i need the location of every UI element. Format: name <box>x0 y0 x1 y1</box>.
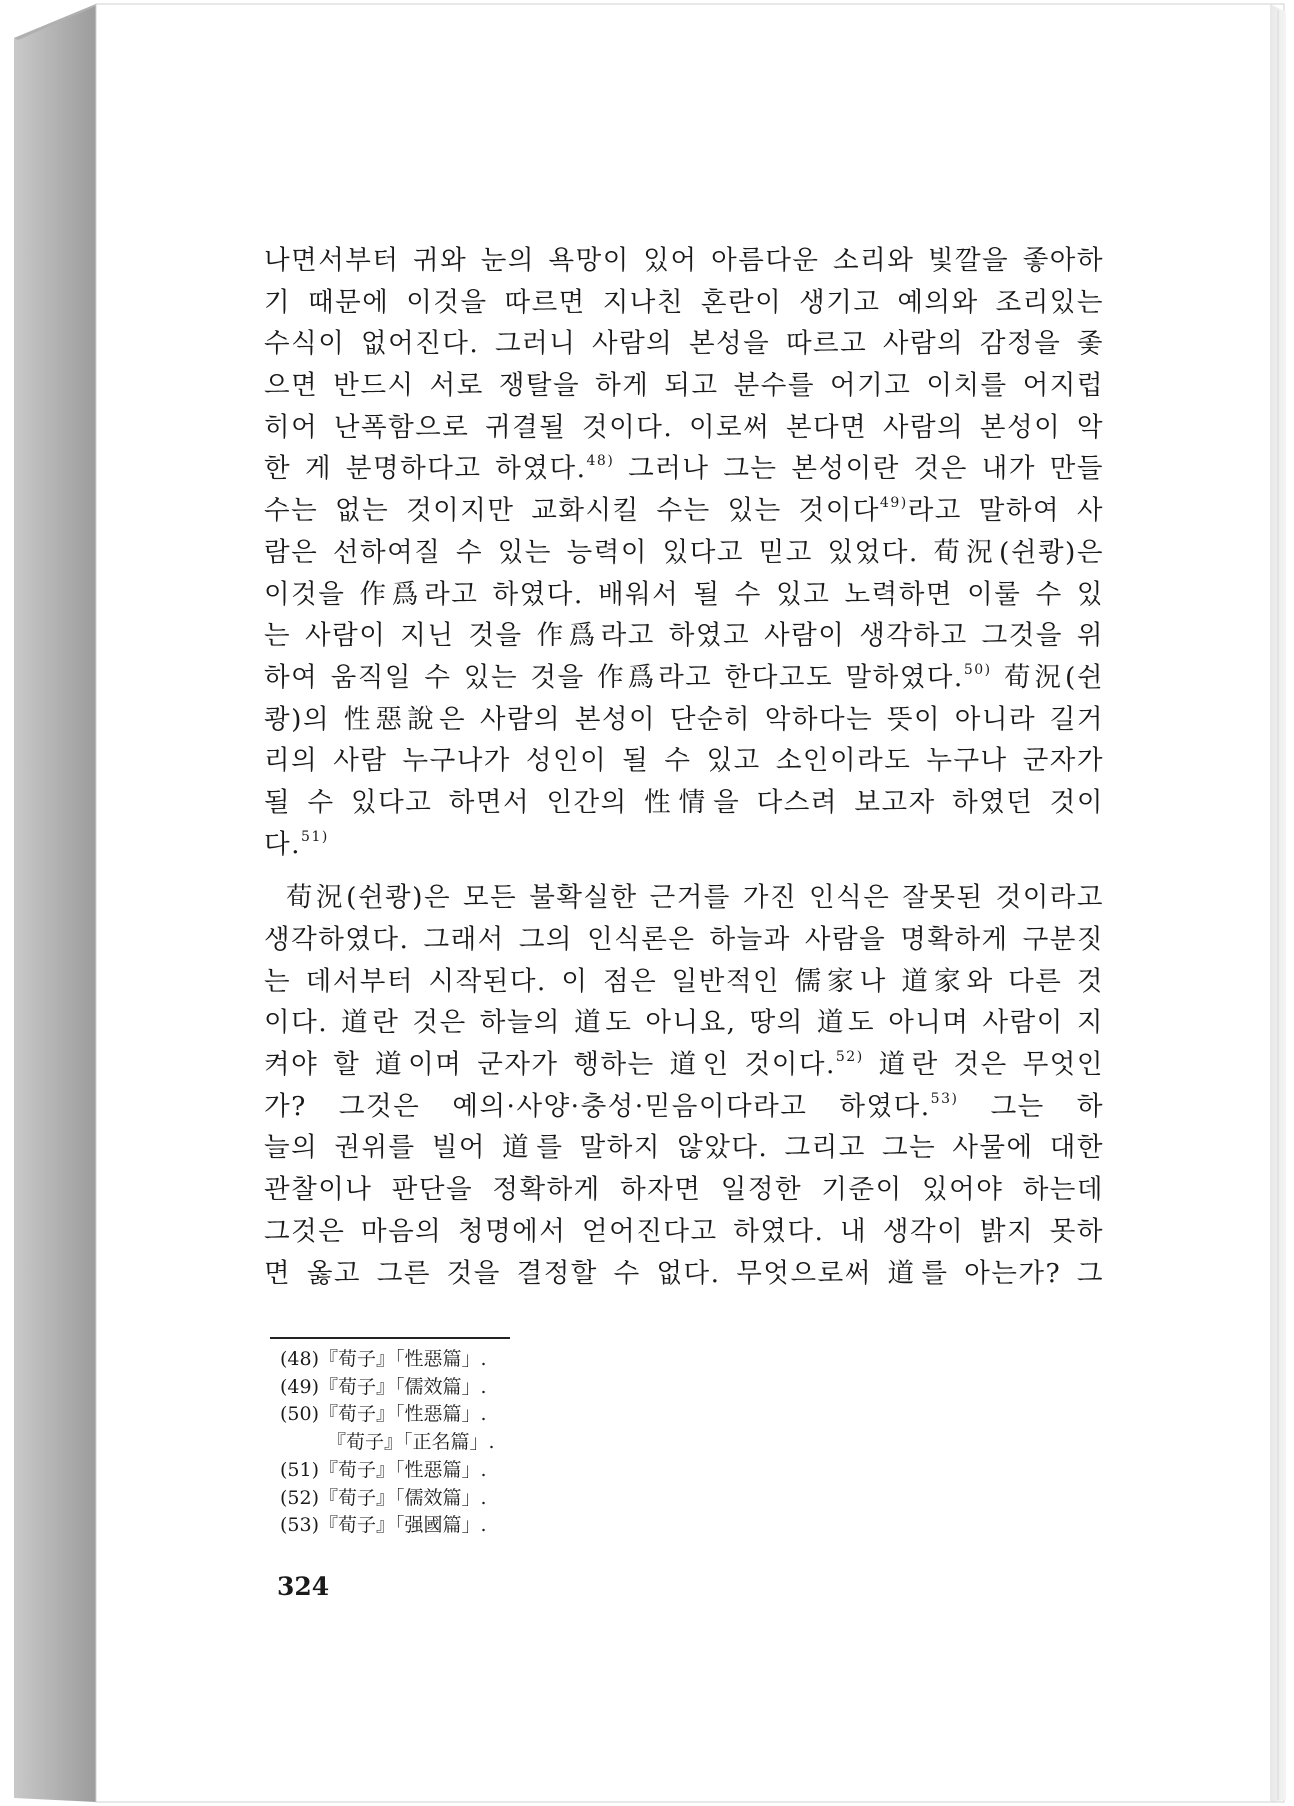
text-line: 이다. 道란 것은 하늘의 道도 아니요, 땅의 道도 아니며 사람이 지 <box>264 1007 1104 1039</box>
footnote-ref: 50) <box>963 661 992 678</box>
text-line: 면 옳고 그른 것을 결정할 수 없다. 무엇으로써 道를 아는가? 그 <box>264 1257 1104 1289</box>
footnotes <box>280 1346 580 1540</box>
text-segment: 다. <box>264 828 302 860</box>
text-line: 으면 반드시 서로 쟁탈을 하게 되고 분수를 어기고 이치를 어지럽 <box>264 370 1104 402</box>
footnote-item: (49)『荀子』「儒效篇」. <box>280 1375 487 1398</box>
footnote-item: (52)『荀子』「儒效篇」. <box>280 1486 487 1509</box>
footnote-item: 『荀子』「正名篇」. <box>327 1431 495 1454</box>
footnote-item: (48)『荀子』「性惡篇」. <box>280 1348 487 1370</box>
text-segment: 道란 것은 무엇인 <box>878 1049 1104 1081</box>
text-line <box>264 1044 1104 1086</box>
text-line: 리의 사람 누구나가 성인이 될 수 있고 소인이라도 누구나 군자가 <box>264 745 1104 777</box>
text-line: 荀況(쉰쾅)은 모든 불확실한 근거를 가진 인식은 잘못된 것이라고 <box>286 882 1104 914</box>
footnote-divider <box>270 1337 510 1339</box>
text-line: 생각하였다. 그래서 그의 인식론은 하늘과 사람을 명확하게 구분짓 <box>264 924 1104 955</box>
page-number: 324 <box>277 1572 330 1601</box>
footnote-ref: 51) <box>301 828 329 845</box>
text-segment: 라고 말하여 사 <box>907 495 1104 527</box>
footnote-ref: 48) <box>586 453 615 470</box>
text-segment: 그는 하 <box>990 1090 1104 1122</box>
text-line: 이것을 作爲라고 하였다. 배워서 될 수 있고 노력하면 이룰 수 있 <box>264 578 1104 610</box>
page-text <box>264 240 1104 1294</box>
text-line <box>264 657 1104 699</box>
footnote-item: (50)『荀子』「性惡篇」. <box>280 1403 487 1426</box>
text-segment: 荀況(쉰 <box>1004 661 1104 693</box>
text-line: 히어 난폭함으로 귀결될 것이다. 이로써 본다면 사람의 본성이 악 <box>264 411 1104 443</box>
text-line: 는 사람이 지닌 것을 作爲라고 하였고 사람이 생각하고 그것을 위 <box>264 620 1104 652</box>
text-segment: 하여 움직일 수 있는 것을 作爲라고 한다고도 말하였다. <box>264 661 964 693</box>
footnote-item: (53)『荀子』「强國篇」. <box>280 1514 487 1537</box>
text-line <box>264 448 1104 490</box>
text-line: 나면서부터 귀와 눈의 욕망이 있어 아름다운 소리와 빛깔을 좋아하 <box>264 245 1104 276</box>
text-line: 늘의 권위를 빌어 道를 말하지 않았다. 그리고 그는 사물에 대한 <box>264 1132 1104 1164</box>
text-line <box>264 490 1104 532</box>
text-segment: 한 게 분명하다고 하였다. <box>264 453 587 485</box>
text-line: 람은 선하여질 수 있는 능력이 있다고 믿고 있었다. 荀況(쉰쾅)은 <box>264 536 1104 568</box>
footnote-item: (51)『荀子』「性惡篇」. <box>280 1458 487 1481</box>
text-segment: 켜야 할 道이며 군자가 행하는 道인 것이다. <box>264 1049 836 1081</box>
text-line: 그것은 마음의 청명에서 얻어진다고 하였다. 내 생각이 밝지 못하 <box>264 1215 1104 1247</box>
text-segment: 수는 없는 것이지만 교화시킬 수는 있는 것이다 <box>264 495 880 527</box>
text-line: 수식이 없어진다. 그러니 사람의 본성을 따르고 사람의 감정을 좇 <box>264 328 1104 360</box>
footnote-ref: 49) <box>879 495 908 512</box>
paragraph-2 <box>264 877 1104 1294</box>
footnote-ref: 52) <box>835 1049 864 1066</box>
text-line: 기 때문에 이것을 따르면 지나친 혼란이 생기고 예의와 조리있는 <box>264 286 1104 318</box>
paragraph-1 <box>264 240 1104 865</box>
text-segment: 가? 그것은 예의·사양·충성·믿음이다라고 하였다. <box>264 1090 931 1122</box>
text-line: 관찰이나 판단을 정확하게 하자면 일정한 기준이 있어야 하는데 <box>264 1174 1104 1206</box>
text-line <box>264 824 1104 866</box>
text-segment: 그러나 그는 본성이란 것은 내가 만들 <box>628 453 1104 485</box>
text-line: 될 수 있다고 하면서 인간의 性情을 다스려 보고자 하였던 것이 <box>264 786 1104 818</box>
text-line: 쾅)의 性惡說은 사람의 본성이 단순히 악하다는 뜻이 아니라 길거 <box>264 703 1104 735</box>
footnote-ref: 53) <box>930 1090 959 1107</box>
text-line <box>264 1086 1104 1128</box>
text-line: 는 데서부터 시작된다. 이 점은 일반적인 儒家나 道家와 다른 것 <box>264 965 1104 997</box>
